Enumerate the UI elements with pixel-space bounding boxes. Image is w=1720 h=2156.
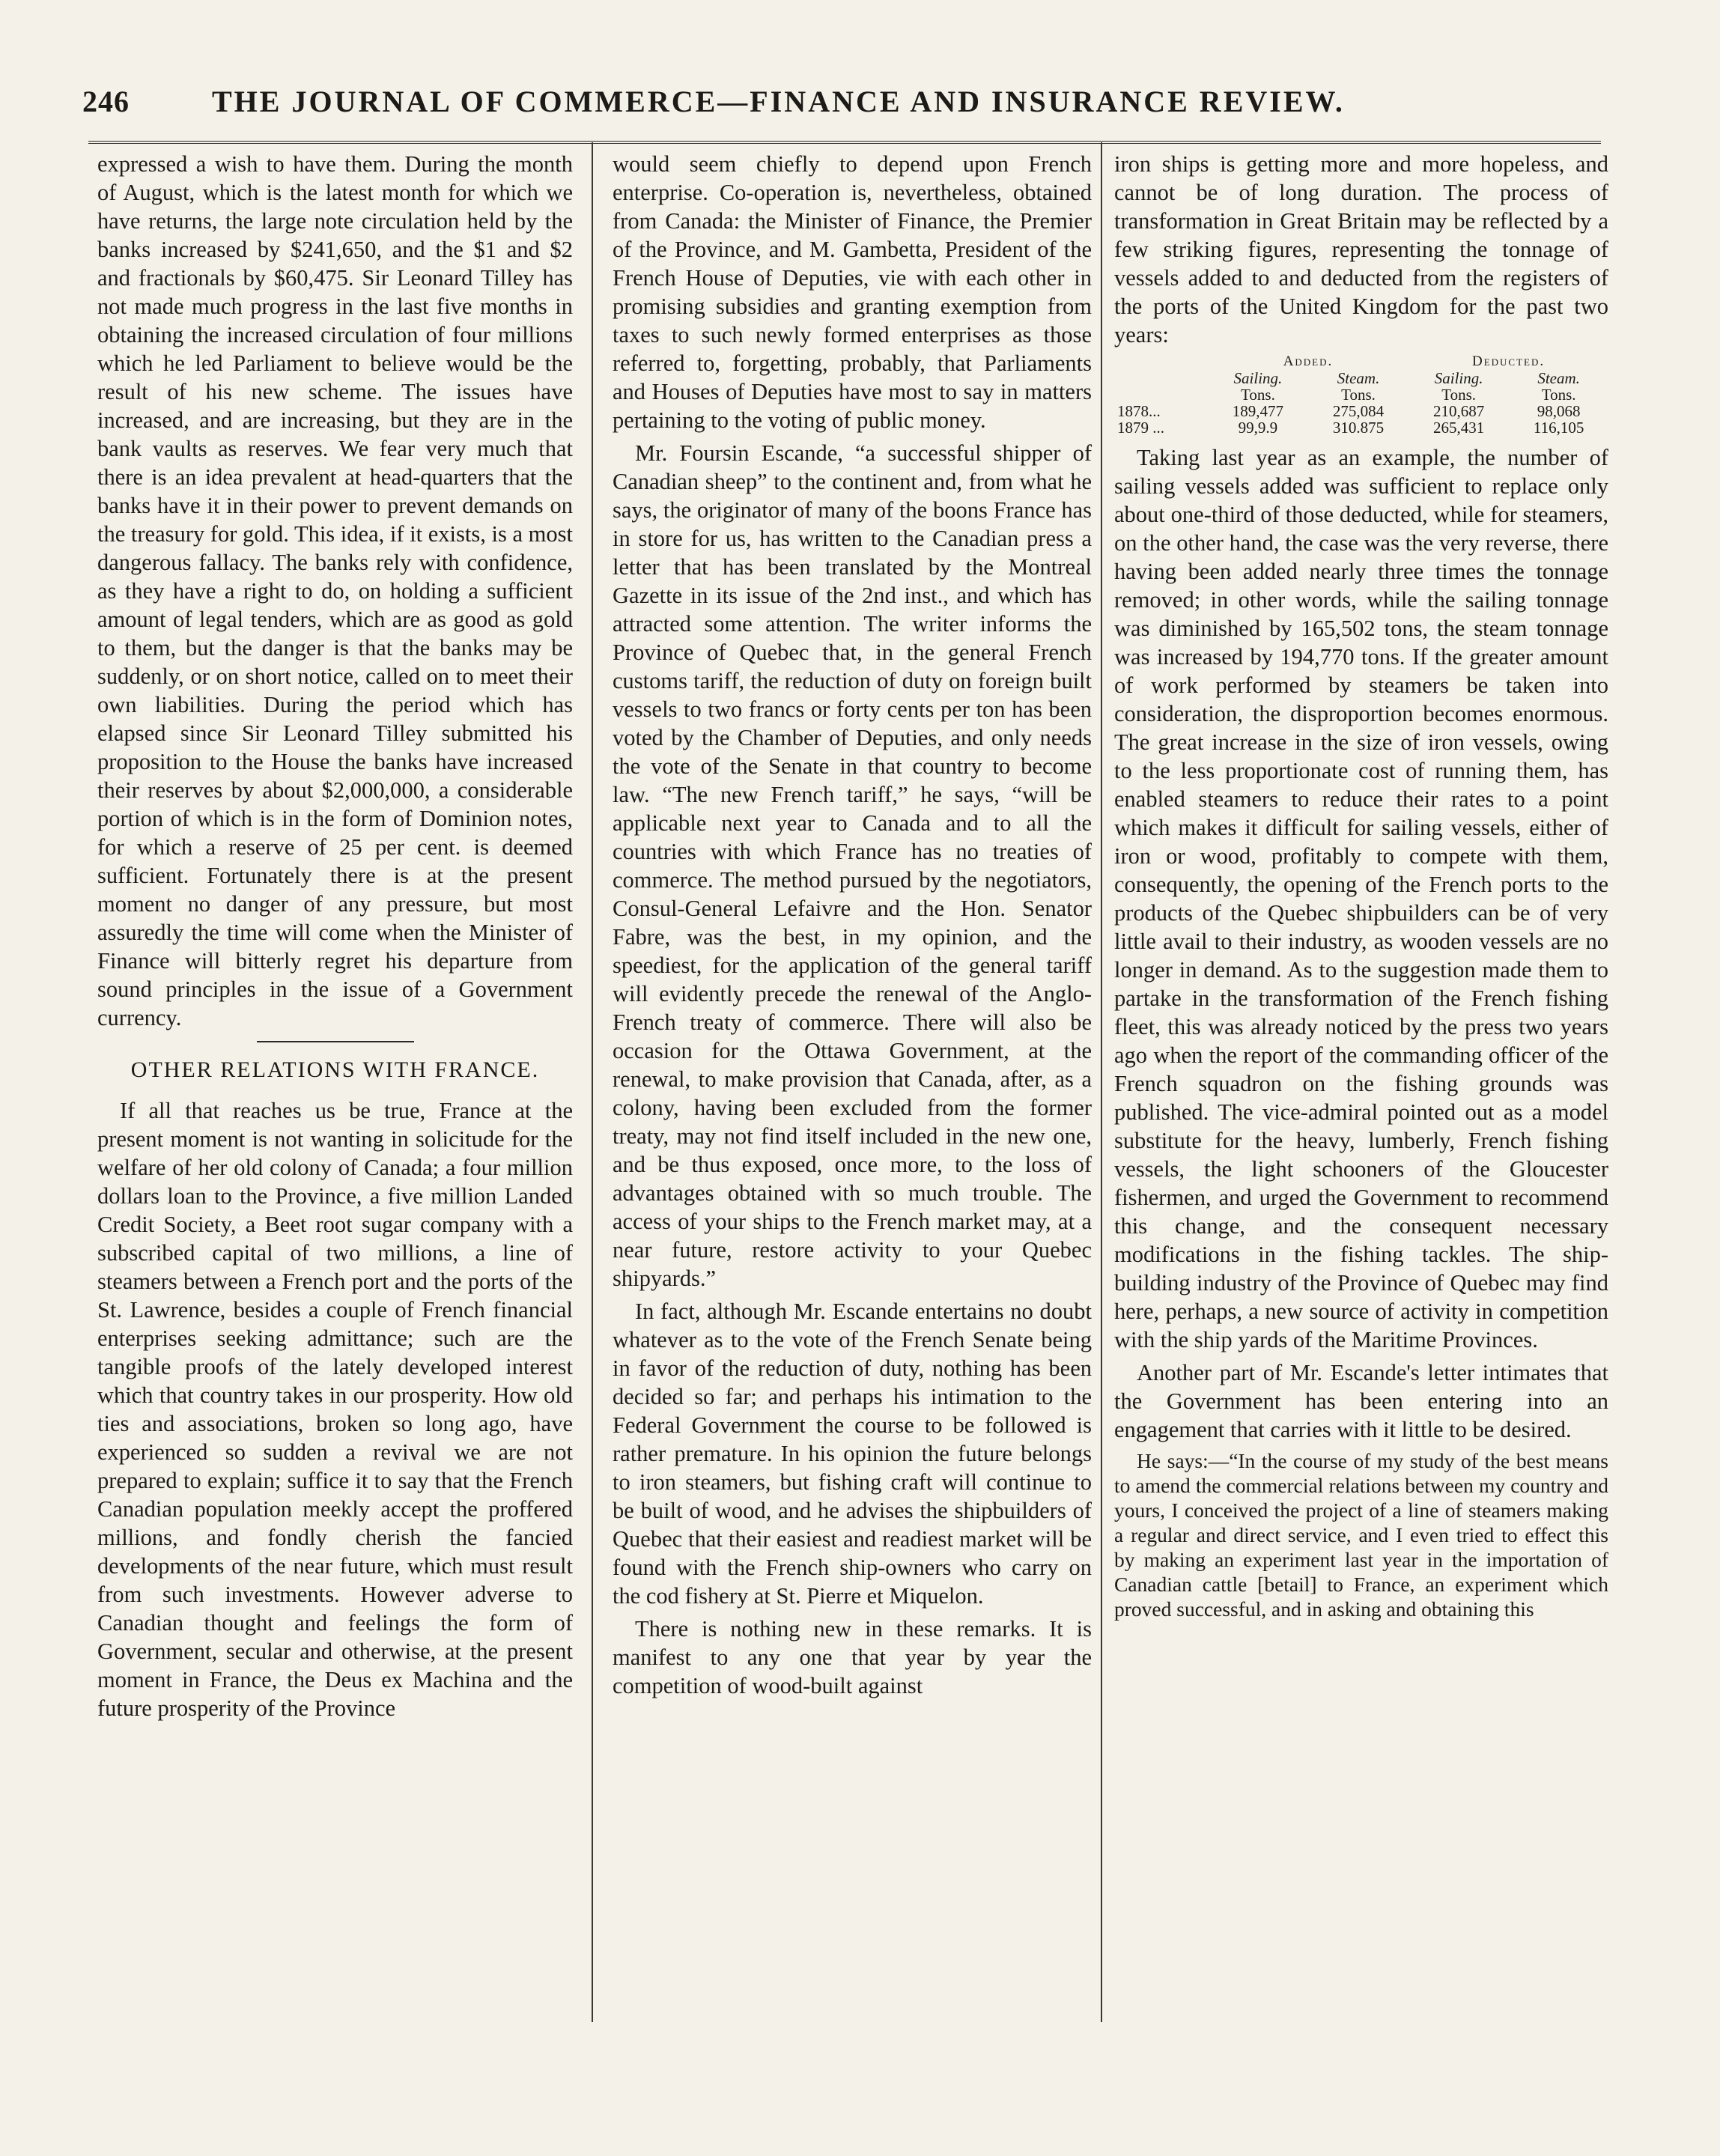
table-cell: 210,687: [1433, 402, 1485, 420]
table-cell: 310.875: [1332, 419, 1385, 437]
table-cell: 275,084: [1332, 402, 1385, 420]
table-unit: Tons.: [1341, 386, 1376, 404]
column-1: [97, 150, 573, 2037]
table-row: [1114, 403, 1608, 419]
table-column-header: Steam.: [1537, 369, 1580, 387]
page-number: 246: [82, 85, 130, 118]
tonnage-table: [1114, 353, 1608, 436]
article-paragraph: expressed a wish to have them. During the month of August, which is the latest month for which we have returns, the large note circulation held by the banks increased by $241,650, and the $1 and $2 and fractionals by $60,475. Sir Leonard Tilley has not made much progress in the last five months in obtaining the increased circulation of four millions which he led Parliament to believe would be the result of his new scheme. The issues have increased, and are increasing, but they are in the bank vaults as reserves. We fear very much that there is an idea prevalent at head-quarters that the banks have it in their power to prevent demands on the treasury for gold. This idea, if it exists, is a most dangerous fallacy. The banks rely with confidence, as they have a right to do, on holding a sufficient amount of legal tenders, which are as good as gold to them, but the danger is that the banks may be suddenly, or on short notice, called on to meet their own liabilities. During the period which has elapsed since Sir Leonard Tilley submitted his proposition to the House the banks have increased their reserves by about $2,000,000, a considerable portion of which is in the form of Dominion notes, for which a reserve of 25 per cent. is deemed sufficient. Fortunately there is at the present moment no danger of any pressure, but most assuredly the time will come when the Minister of Finance will bitterly regret his departure from sound principles in the issue of a Government currency.: [97, 151, 573, 1030]
column-3: [1114, 150, 1608, 2037]
table-unit: Tons.: [1541, 386, 1576, 404]
table-cell: 189,477: [1232, 402, 1284, 420]
section-rule: [257, 1041, 414, 1042]
article-paragraph: In fact, although Mr. Escande entertains no doubt whatever as to the vote of the French Senate being in favor of the reduction of duty, nothing has been decided so far; and perhaps his intimation to the Federal Government the course to be followed is rather premature. In his opinion the future belongs to iron steamers, but fishing craft will continue to be built of wood, and he advises the shipbuilders of Quebec that their easiest and readiest market will be found with the French ship-owners who carry on the cod fishery at St. Pierre et Miquelon.: [613, 1299, 1092, 1609]
table-cell: 1878...: [1117, 402, 1161, 420]
column-divider: [1101, 142, 1102, 2022]
article-paragraph: Taking last year as an example, the number of sailing vessels added was sufficient to replace only about one-third of those deducted, while for steamers, on the other hand, the case was the very reverse, there having been added nearly three times the tonnage removed; in other words, while the sailing tonnage was diminished by 165,502 tons, the steam tonnage was increased by 194,770 tons. If the greater amount of work performed by steamers be taken into consideration, the disproportion becomes enormous. The great increase in the size of iron vessels, owing to the less proportionate cost of running them, has enabled steamers to reduce their rates to a point which makes it difficult for sailing vessels, either of iron or wood, profitably to compete with them, consequently, the opening of the French ports to the products of the Quebec shipbuilders can be of very little avail to their industry, as wooden vessels are no longer in demand. As to the suggestion made them to partake in the transformation of the French fishing fleet, this was already noticed by the press two years ago when the report of the commanding officer of the French squadron on the fishing grounds was published. The vice-admiral pointed out as a model substitute for the heavy, lumberly, French fishing vessels, the light schooners of the Gloucester fishermen, and urged the Government to recommend this change, and the consequent necessary modifications in the fishing tackles. The ship-building industry of the Province of Quebec may find here, perhaps, a new source of activity in competition with the ship yards of the Maritime Provinces.: [1114, 445, 1608, 1352]
column-2: [613, 150, 1092, 2037]
running-head: [82, 84, 1385, 136]
table-column-header: Steam.: [1337, 369, 1380, 387]
article-paragraph: He says:—“In the course of my study of the best means to amend the commercial relations between my country and yours, I conceived the project of a line of steamers making a regular and direct service, and I even tried to effect this by making an experiment last year in the importation of Canadian cattle [betail] to France, an experiment which proved successful, and in asking and obtaining this: [1114, 1449, 1608, 1621]
section-heading: OTHER RELATIONS WITH FRANCE.: [130, 1057, 540, 1082]
table-cell: 99,9.9: [1238, 419, 1278, 437]
article-paragraph: iron ships is getting more and more hopeless, and cannot be of long duration. The process of transformation in Great Britain may be reflected by a few striking figures, representing the tonnage of vessels added to and deducted from the registers of the ports of the United Kingdom for the past two years:: [1114, 151, 1608, 347]
table-column-header: Sailing.: [1233, 369, 1283, 387]
table-cell: 116,105: [1533, 419, 1584, 437]
table-group-header: Deducted.: [1471, 353, 1546, 369]
table-group-header: Added.: [1283, 353, 1334, 369]
article-paragraph: Mr. Foursin Escande, “a successful shipper of Canadian sheep” to the continent and, from what he says, the originator of many of the boons France has in store for us, has written to the Canadian press a letter that has been translated by the Montreal Gazette in its issue of the 2nd inst., and which has attracted some attention. The writer informs the Province of Quebec that, in the general French customs tariff, the reduction of duty on foreign built vessels to two francs or forty cents per ton has been voted by the Chamber of Deputies, and only needs the vote of the Senate in that country to become law. “The new French tariff,” he says, “will be applicable next year to Canada and to all the countries with which France has no treaties of commerce. The method pursued by the negotiators, Consul-General Lefaivre and the Hon. Senator Fabre, was the best, in my opinion, and the speediest, for the application of the general tariff will evidently precede the renewal of the Anglo-French treaty of commerce. There will also be occasion for the Ottawa Government, at the renewal, to make provision that Canada, after, as a colony, having been excluded from the former treaty, may not find itself included in the new one, and be thus exposed, once more, to the loss of advantages obtained with so much trouble. The access of your ships to the French market may, at a near future, restore activity to your Quebec shipyards.”: [613, 440, 1092, 1291]
header-rule: [88, 141, 1601, 144]
table-column-header: Sailing.: [1434, 369, 1483, 387]
article-paragraph: would seem chiefly to depend upon French enterprise. Co-operation is, nevertheless, obtained from Canada: the Minister of Finance, the Premier of the Province, and M. Gambetta, President of the French House of Deputies, vie with each other in promising subsidies and granting exemption from taxes to such newly formed enterprises as those referred to, forgetting, probably, that Parliaments and Houses of Deputies have most to say in matters pertaining to the voting of public money.: [613, 151, 1092, 433]
table-row: [1114, 419, 1608, 436]
table-cell: 265,431: [1433, 419, 1485, 437]
article-paragraph: If all that reaches us be true, France at the present moment is not wanting in solicitude for the welfare of her old colony of Canada; a four million dollars loan to the Province, a five million Landed Credit Society, a Beet root sugar company with a subscribed capital of two millions, a line of steamers between a French port and the ports of the St. Lawrence, besides a couple of French financial enterprises seeking admittance; such are the tangible proofs of the lately developed interest which that country takes in our prosperity. How old ties and associations, broken so long ago, have experienced so sudden a revival we are not prepared to explain; suffice it to say that the French Canadian population meekly accept the proffered millions, and fondly cherish the fancied developments of the near future, which must result from such investments. However adverse to Canadian thought and feelings the form of Government, secular and otherwise, at the present moment in France, the Deus ex Machina and the future prosperity of the Province: [97, 1098, 573, 1721]
table-cell: 98,068: [1537, 402, 1581, 420]
article-paragraph: There is nothing new in these remarks. It is manifest to any one that year by year the competition of wood-built against: [613, 1616, 1092, 1698]
article-paragraph: Another part of Mr. Escande's letter intimates that the Government has been entering into an engagement that carries with it little to be desired.: [1114, 1360, 1608, 1442]
table-cell: 1879 ...: [1117, 419, 1164, 437]
table-unit: Tons.: [1241, 386, 1275, 404]
table-unit: Tons.: [1441, 386, 1477, 404]
journal-title: THE JOURNAL OF COMMERCE—FINANCE AND INSURANCE REVIEW.: [212, 85, 1345, 118]
quoted-letter: [1114, 1448, 1608, 1621]
column-divider: [592, 142, 593, 2022]
